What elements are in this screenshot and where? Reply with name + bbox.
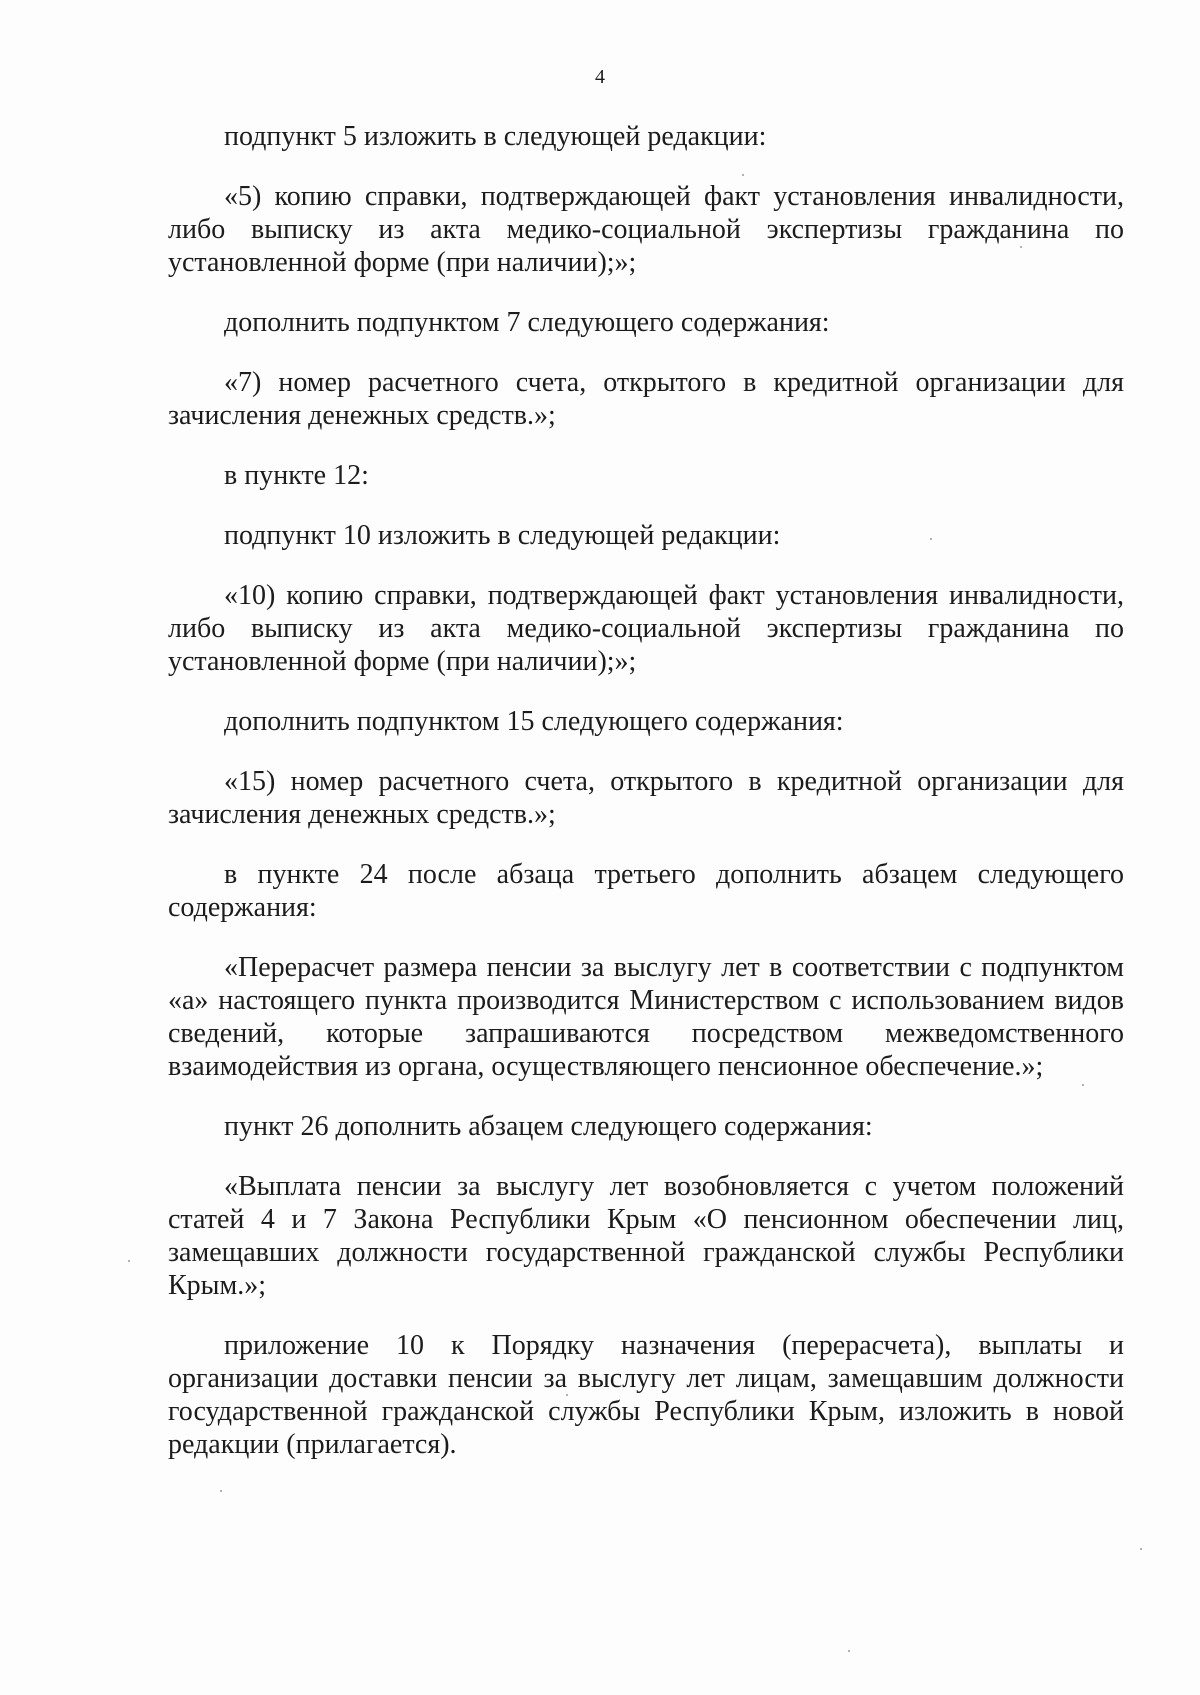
scan-speck [1140,1548,1142,1550]
scan-speck [1082,1084,1084,1086]
scan-speck [1020,246,1022,248]
document-body [168,120,1124,1488]
paragraph-9: «15) номер расчетного счета, открытого в кредитной организации для зачисления денежных средств.»; [168,766,1124,830]
paragraph-11: «Перерасчет размера пенсии за выслугу лет в соответствии с подпунктом «а» настоящего пункта производится Министерством с использованием видов сведений, которые запрашиваются посредством межведомственного взаимодействия из органа, осуществляющего пенсионное обеспечение.»; [168,952,1124,1082]
paragraph-8: дополнить подпунктом 15 следующего содержания: [224,706,844,737]
scan-speck [220,1490,222,1492]
paragraph-7: «10) копию справки, подтверждающей факт установления инвалидности, либо выписку из акта медико-социальной экспертизы гражданина по установленной форме (при наличии);»; [168,580,1124,677]
paragraph-5: в пункте 12: [224,460,369,491]
paragraph-14: приложение 10 к Порядку назначения (перерасчета), выплаты и организации доставки пенсии за выслугу лет лицам, замещавшим должности государственной гражданской службы Республики Крым, изложить в новой редакции (прилагается). [168,1330,1124,1460]
scan-speck [128,1260,130,1262]
scan-speck [848,1650,850,1652]
paragraph-12: пункт 26 дополнить абзацем следующего содержания: [224,1111,873,1142]
paragraph-1: подпункт 5 изложить в следующей редакции: [224,121,767,152]
paragraph-2: «5) копию справки, подтверждающей факт установления инвалидности, либо выписку из акта медико-социальной экспертизы гражданина по установленной форме (при наличии);»; [168,181,1124,278]
scan-speck [742,174,744,176]
paragraph-3: дополнить подпунктом 7 следующего содержания: [224,307,830,338]
page-number: 4 [595,66,605,88]
scan-speck [566,1394,568,1396]
paragraph-4: «7) номер расчетного счета, открытого в кредитной организации для зачисления денежных средств.»; [168,367,1124,431]
scan-speck [930,538,932,540]
paragraph-6: подпункт 10 изложить в следующей редакции: [224,520,781,551]
paragraph-13: «Выплата пенсии за выслугу лет возобновляется с учетом положений статей 4 и 7 Закона Республики Крым «О пенсионном обеспечении лиц, замещавших должности государственной гражданской службы Республики Крым.»; [168,1171,1124,1301]
paragraph-10: в пункте 24 после абзаца третьего дополнить абзацем следующего содержания: [168,859,1124,923]
